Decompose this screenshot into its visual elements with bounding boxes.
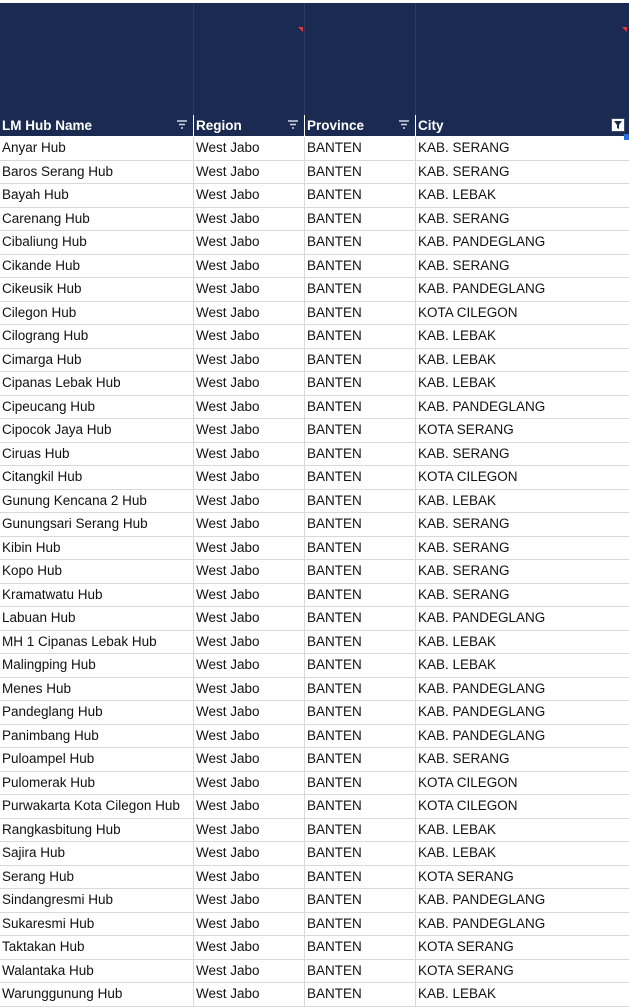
cell-region[interactable]: West Jabo	[194, 795, 305, 818]
table-row[interactable]	[0, 325, 629, 349]
cell-city[interactable]: KAB. PANDEGLANG	[418, 281, 546, 296]
column-header-city[interactable]	[416, 115, 629, 136]
cell-region[interactable]: West Jabo	[194, 372, 305, 395]
cell-province[interactable]: BANTEN	[305, 819, 416, 842]
cell-province[interactable]: BANTEN	[305, 325, 416, 348]
cell-lm-hub-name[interactable]: Ciruas Hub	[0, 443, 194, 466]
cell-lm-hub-name[interactable]: Cilegon Hub	[0, 302, 194, 325]
cell-city[interactable]: KAB. SERANG	[418, 445, 510, 461]
cell-region[interactable]: West Jabo	[194, 208, 305, 231]
cell-province[interactable]: BANTEN	[305, 584, 416, 607]
cell-city[interactable]: KAB. PANDEGLANG	[418, 398, 546, 414]
cell-city[interactable]: KAB. SERANG	[418, 563, 510, 578]
cell-region[interactable]: West Jabo	[194, 513, 305, 536]
cell-lm-hub-name[interactable]: Cimarga Hub	[0, 349, 194, 372]
table-row[interactable]	[0, 466, 629, 490]
cell-city[interactable]: KOTA CILEGON	[418, 798, 518, 813]
cell-lm-hub-name[interactable]: Serang Hub	[0, 866, 194, 889]
cell-region[interactable]: West Jabo	[194, 936, 305, 959]
cell-region[interactable]: West Jabo	[194, 537, 305, 560]
cell-region[interactable]: West Jabo	[194, 842, 305, 865]
cell-city[interactable]: KAB. SERANG	[418, 539, 510, 555]
cell-lm-hub-name[interactable]: Sindangresmi Hub	[0, 889, 194, 912]
column-header-label: LM Hub Name	[2, 118, 93, 133]
cell-city[interactable]: KAB. PANDEGLANG	[418, 915, 546, 931]
cell-region[interactable]: West Jabo	[194, 866, 305, 889]
cell-province[interactable]: BANTEN	[305, 866, 416, 889]
cell-lm-hub-name[interactable]: Carenang Hub	[0, 208, 194, 231]
cell-lm-hub-name[interactable]: Pulomerak Hub	[0, 772, 194, 795]
cell-lm-hub-name[interactable]: Walantaka Hub	[0, 960, 194, 983]
cell-region[interactable]: West Jabo	[194, 325, 305, 348]
table-body	[0, 137, 629, 1007]
cell-city[interactable]: KAB. LEBAK	[418, 351, 497, 367]
cell-city[interactable]: KAB. LEBAK	[418, 375, 497, 390]
cell-lm-hub-name[interactable]: Sajira Hub	[0, 842, 194, 865]
cell-city[interactable]: KAB. SERANG	[418, 163, 510, 179]
cell-city[interactable]: KAB. SERANG	[418, 257, 510, 273]
spreadsheet-grid	[0, 115, 629, 1007]
cell-city[interactable]: KOTA SERANG	[418, 939, 514, 954]
header-row	[0, 115, 629, 137]
table-row[interactable]	[0, 795, 629, 819]
cell-province[interactable]: BANTEN	[305, 748, 416, 771]
table-row[interactable]	[0, 701, 629, 725]
column-header-label: Province	[307, 118, 365, 133]
cell-region[interactable]: West Jabo	[194, 466, 305, 489]
cell-region[interactable]: West Jabo	[194, 819, 305, 842]
table-row[interactable]	[0, 184, 629, 208]
cell-region[interactable]: West Jabo	[194, 396, 305, 419]
cell-lm-hub-name[interactable]: Cilograng Hub	[0, 325, 194, 348]
cell-region[interactable]: West Jabo	[194, 137, 305, 160]
table-row[interactable]	[0, 983, 629, 1007]
cell-lm-hub-name[interactable]: Taktakan Hub	[0, 936, 194, 959]
table-row[interactable]	[0, 631, 629, 655]
cell-lm-hub-name[interactable]: Anyar Hub	[0, 137, 194, 160]
cell-province[interactable]: BANTEN	[305, 231, 416, 254]
cell-city[interactable]: KAB. PANDEGLANG	[418, 610, 546, 625]
cell-city[interactable]: KOTA SERANG	[418, 422, 514, 437]
cell-city[interactable]: KAB. LEBAK	[418, 986, 497, 1001]
cell-lm-hub-name[interactable]: Citangkil Hub	[0, 466, 194, 489]
cell-city[interactable]: KAB. LEBAK	[418, 492, 497, 508]
cell-region[interactable]: West Jabo	[194, 725, 305, 748]
cell-lm-hub-name[interactable]: Bayah Hub	[0, 184, 194, 207]
table-row[interactable]	[0, 772, 629, 796]
cell-province[interactable]: BANTEN	[305, 537, 416, 560]
cell-lm-hub-name[interactable]: Cipanas Lebak Hub	[0, 372, 194, 395]
cell-lm-hub-name[interactable]: Baros Serang Hub	[0, 161, 194, 184]
table-row[interactable]	[0, 278, 629, 302]
cell-lm-hub-name[interactable]: Labuan Hub	[0, 607, 194, 630]
cell-province[interactable]: BANTEN	[305, 654, 416, 677]
column-header-label: City	[418, 118, 444, 133]
cell-region[interactable]: West Jabo	[194, 443, 305, 466]
table-row[interactable]	[0, 725, 629, 749]
table-row[interactable]	[0, 560, 629, 584]
table-row[interactable]	[0, 443, 629, 467]
cell-lm-hub-name[interactable]: Pandeglang Hub	[0, 701, 194, 724]
cell-province[interactable]: BANTEN	[305, 490, 416, 513]
table-row[interactable]	[0, 208, 629, 232]
cell-province[interactable]: BANTEN	[305, 842, 416, 865]
cell-city[interactable]: KAB. SERANG	[418, 586, 510, 602]
cell-region[interactable]: West Jabo	[194, 631, 305, 654]
cell-province[interactable]: BANTEN	[305, 701, 416, 724]
cell-region[interactable]: West Jabo	[194, 490, 305, 513]
filter-active-icon[interactable]	[611, 118, 625, 132]
filter-icon[interactable]	[175, 118, 189, 132]
cell-lm-hub-name[interactable]: Gunung Kencana 2 Hub	[0, 490, 194, 513]
column-header-label: Region	[196, 118, 242, 133]
cell-city[interactable]: KAB. PANDEGLANG	[418, 234, 546, 249]
cell-province[interactable]: BANTEN	[305, 936, 416, 959]
table-row[interactable]	[0, 537, 629, 561]
banner-divider	[193, 3, 194, 115]
cell-lm-hub-name[interactable]: Rangkasbitung Hub	[0, 819, 194, 842]
cell-lm-hub-name[interactable]: Menes Hub	[0, 678, 194, 701]
table-row[interactable]	[0, 654, 629, 678]
cell-city[interactable]: KAB. LEBAK	[418, 633, 497, 649]
table-row[interactable]	[0, 889, 629, 913]
cell-region[interactable]: West Jabo	[194, 255, 305, 278]
cell-region[interactable]: West Jabo	[194, 278, 305, 301]
cell-province[interactable]: BANTEN	[305, 372, 416, 395]
cell-province[interactable]: BANTEN	[305, 396, 416, 419]
table-row[interactable]	[0, 748, 629, 772]
selection-handle[interactable]	[624, 134, 629, 140]
table-row[interactable]	[0, 302, 629, 326]
cell-lm-hub-name[interactable]: Cikeusik Hub	[0, 278, 194, 301]
cell-region[interactable]: West Jabo	[194, 748, 305, 771]
cell-lm-hub-name[interactable]: Panimbang Hub	[0, 725, 194, 748]
cell-lm-hub-name[interactable]: Gunungsari Serang Hub	[0, 513, 194, 536]
header-banner	[0, 0, 629, 115]
cell-province[interactable]: BANTEN	[305, 278, 416, 301]
cell-province[interactable]: BANTEN	[305, 137, 416, 160]
cell-city[interactable]: KOTA SERANG	[418, 868, 514, 884]
cell-region[interactable]: West Jabo	[194, 560, 305, 583]
table-row[interactable]	[0, 913, 629, 937]
cell-region[interactable]: West Jabo	[194, 184, 305, 207]
cell-region[interactable]: West Jabo	[194, 772, 305, 795]
cell-province[interactable]: BANTEN	[305, 960, 416, 983]
cell-province[interactable]: BANTEN	[305, 302, 416, 325]
cell-province[interactable]: BANTEN	[305, 255, 416, 278]
cell-lm-hub-name[interactable]: Kopo Hub	[0, 560, 194, 583]
table-row[interactable]	[0, 936, 629, 960]
column-header-region[interactable]	[194, 115, 305, 136]
cell-province[interactable]: BANTEN	[305, 631, 416, 654]
cell-city[interactable]: KAB. PANDEGLANG	[418, 727, 546, 743]
cell-lm-hub-name[interactable]: Kramatwatu Hub	[0, 584, 194, 607]
cell-city[interactable]: KAB. LEBAK	[418, 328, 497, 343]
table-row[interactable]	[0, 255, 629, 279]
cell-region[interactable]: West Jabo	[194, 701, 305, 724]
cell-province[interactable]: BANTEN	[305, 419, 416, 442]
table-row[interactable]	[0, 161, 629, 185]
table-row[interactable]	[0, 819, 629, 843]
cell-province[interactable]: BANTEN	[305, 513, 416, 536]
comment-marker-icon	[298, 27, 303, 32]
cell-province[interactable]: BANTEN	[305, 913, 416, 936]
cell-lm-hub-name[interactable]: Purwakarta Kota Cilegon Hub	[0, 795, 194, 818]
cell-region[interactable]: West Jabo	[194, 913, 305, 936]
cell-city[interactable]: KAB. SERANG	[418, 210, 510, 226]
cell-city[interactable]: KAB. PANDEGLANG	[418, 680, 546, 696]
table-row[interactable]	[0, 584, 629, 608]
cell-city[interactable]: KAB. SERANG	[418, 516, 510, 531]
cell-city[interactable]: KAB. PANDEGLANG	[418, 704, 546, 719]
cell-region[interactable]: West Jabo	[194, 607, 305, 630]
cell-city[interactable]: KAB. SERANG	[418, 140, 510, 155]
cell-lm-hub-name[interactable]: Sukaresmi Hub	[0, 913, 194, 936]
banner-divider	[415, 3, 416, 115]
cell-province[interactable]: BANTEN	[305, 208, 416, 231]
table-row[interactable]	[0, 842, 629, 866]
cell-lm-hub-name[interactable]: Warunggunung Hub	[0, 983, 194, 1006]
table-row[interactable]	[0, 866, 629, 890]
cell-province[interactable]: BANTEN	[305, 772, 416, 795]
cell-region[interactable]: West Jabo	[194, 889, 305, 912]
cell-region[interactable]: West Jabo	[194, 654, 305, 677]
table-row[interactable]	[0, 349, 629, 373]
cell-region[interactable]: West Jabo	[194, 161, 305, 184]
table-row[interactable]	[0, 231, 629, 255]
cell-province[interactable]: BANTEN	[305, 466, 416, 489]
cell-city[interactable]: KAB. LEBAK	[418, 187, 497, 202]
cell-province[interactable]: BANTEN	[305, 560, 416, 583]
cell-city[interactable]: KAB. LEBAK	[418, 657, 497, 672]
cell-province[interactable]: BANTEN	[305, 678, 416, 701]
cell-region[interactable]: West Jabo	[194, 960, 305, 983]
cell-lm-hub-name[interactable]: Cipeucang Hub	[0, 396, 194, 419]
cell-city[interactable]: KAB. LEBAK	[418, 821, 497, 837]
cell-province[interactable]: BANTEN	[305, 184, 416, 207]
table-row[interactable]	[0, 372, 629, 396]
cell-province[interactable]: BANTEN	[305, 349, 416, 372]
cell-lm-hub-name[interactable]: Kibin Hub	[0, 537, 194, 560]
table-row[interactable]	[0, 137, 629, 161]
column-header-province[interactable]	[305, 115, 416, 136]
cell-lm-hub-name[interactable]: Cikande Hub	[0, 255, 194, 278]
filter-icon[interactable]	[286, 118, 300, 132]
cell-city[interactable]: KOTA CILEGON	[418, 304, 518, 320]
cell-province[interactable]: BANTEN	[305, 443, 416, 466]
cell-province[interactable]: BANTEN	[305, 607, 416, 630]
cell-province[interactable]: BANTEN	[305, 983, 416, 1006]
cell-region[interactable]: West Jabo	[194, 349, 305, 372]
cell-region[interactable]: West Jabo	[194, 231, 305, 254]
banner-divider	[304, 3, 305, 115]
cell-province[interactable]: BANTEN	[305, 889, 416, 912]
cell-province[interactable]: BANTEN	[305, 161, 416, 184]
cell-region[interactable]: West Jabo	[194, 678, 305, 701]
table-row[interactable]	[0, 960, 629, 984]
cell-region[interactable]: West Jabo	[194, 419, 305, 442]
comment-marker-icon	[622, 27, 627, 32]
table-row[interactable]	[0, 607, 629, 631]
cell-province[interactable]: BANTEN	[305, 725, 416, 748]
cell-city[interactable]: KAB. SERANG	[418, 751, 510, 766]
table-row[interactable]	[0, 490, 629, 514]
cell-region[interactable]: West Jabo	[194, 584, 305, 607]
cell-city[interactable]: KOTA CILEGON	[418, 469, 518, 484]
cell-lm-hub-name[interactable]: Malingping Hub	[0, 654, 194, 677]
table-row[interactable]	[0, 396, 629, 420]
filter-icon[interactable]	[397, 118, 411, 132]
cell-province[interactable]: BANTEN	[305, 795, 416, 818]
cell-lm-hub-name[interactable]: Puloampel Hub	[0, 748, 194, 771]
column-header-lm-hub-name[interactable]	[0, 115, 194, 136]
cell-city[interactable]: KOTA SERANG	[418, 962, 514, 978]
cell-city[interactable]: KAB. LEBAK	[418, 845, 497, 860]
cell-region[interactable]: West Jabo	[194, 302, 305, 325]
table-row[interactable]	[0, 513, 629, 537]
table-row[interactable]	[0, 678, 629, 702]
cell-city[interactable]: KOTA CILEGON	[418, 774, 518, 790]
cell-region[interactable]: West Jabo	[194, 983, 305, 1006]
table-row[interactable]	[0, 419, 629, 443]
cell-lm-hub-name[interactable]: Cibaliung Hub	[0, 231, 194, 254]
cell-city[interactable]: KAB. PANDEGLANG	[418, 892, 546, 907]
cell-lm-hub-name[interactable]: MH 1 Cipanas Lebak Hub	[0, 631, 194, 654]
cell-lm-hub-name[interactable]: Cipocok Jaya Hub	[0, 419, 194, 442]
